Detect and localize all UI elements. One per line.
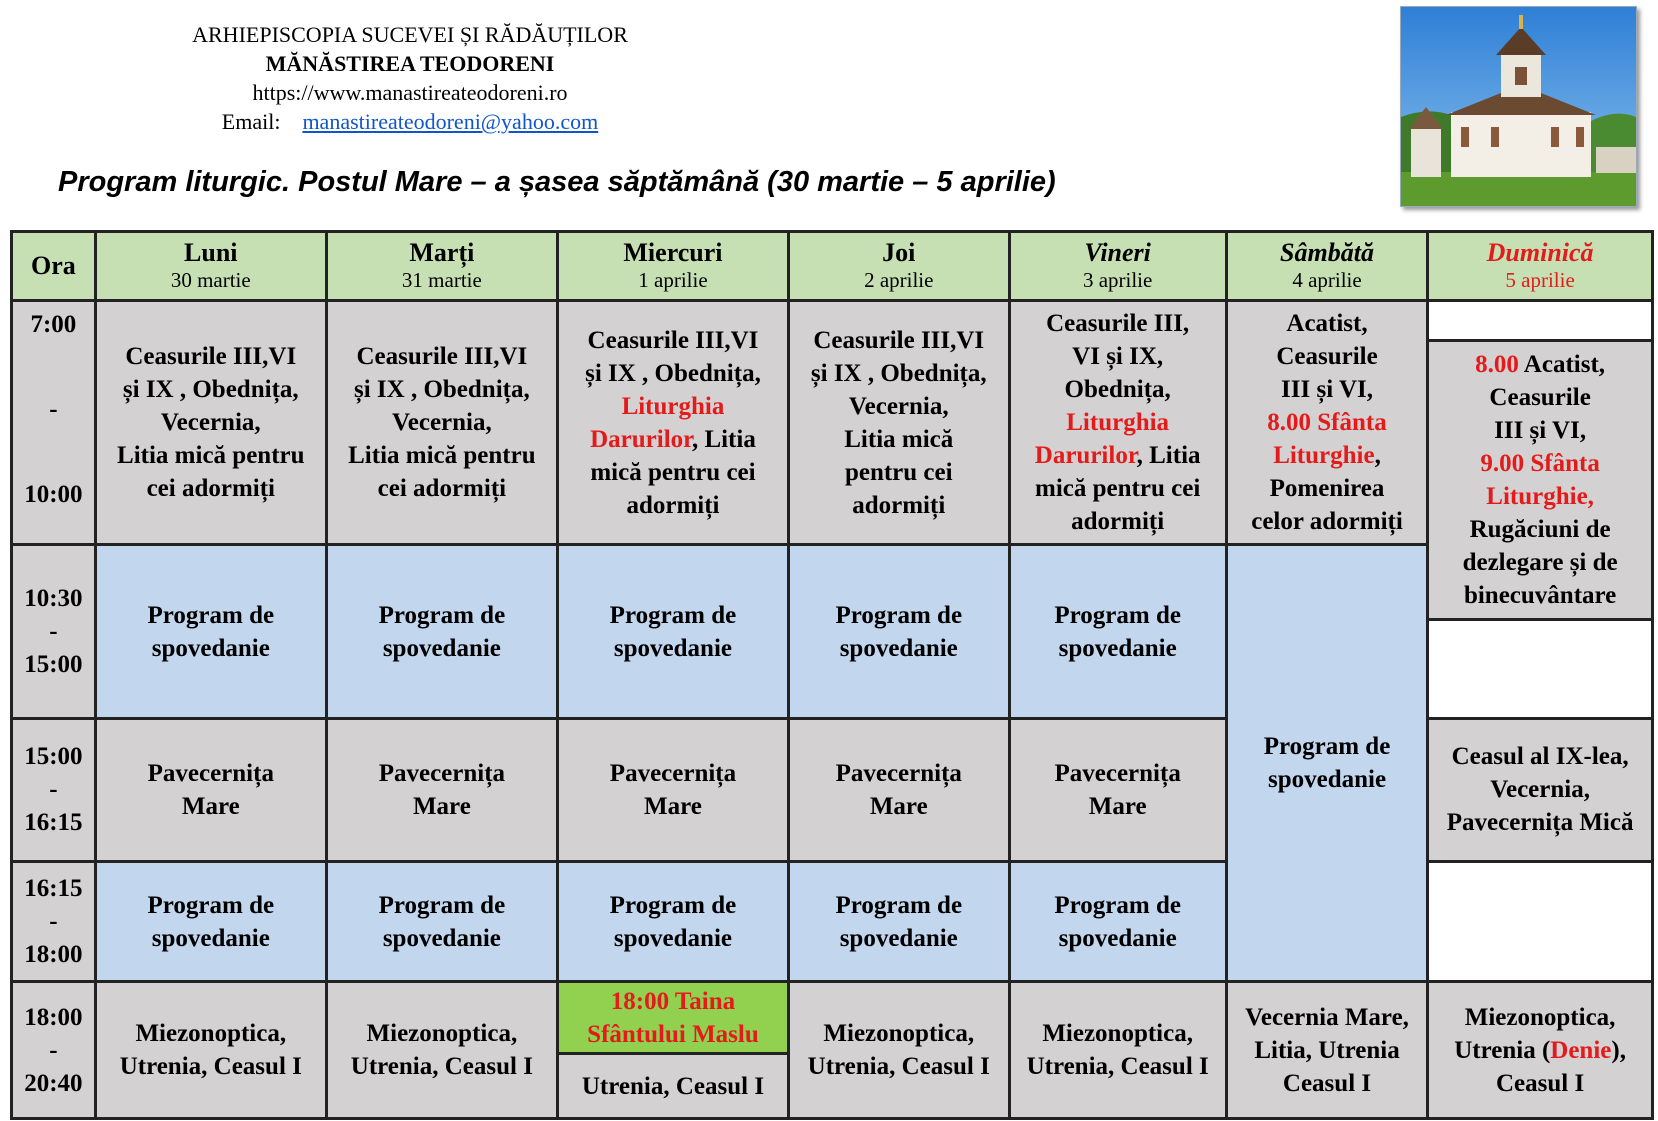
monastery-name: MĂNĂSTIREA TEODORENI <box>265 51 555 76</box>
schedule-cell: Program de spovedanie <box>1226 545 1427 982</box>
page-title: Program liturgic. Postul Mare – a șasea săptămână (30 martie – 5 aprilie) <box>58 166 1056 198</box>
schedule-cell: Ceasurile III,VI și IX , Obednița, Liturghia Darurilor, Litia mică pentru cei adormiți <box>557 301 788 545</box>
liturgical-schedule-table <box>10 230 1654 1120</box>
time-cell: 16:15 - 18:00 <box>12 861 96 981</box>
table-row <box>12 545 1653 619</box>
schedule-cell: Program de spovedanie <box>557 861 788 981</box>
email-link[interactable]: manastireateodoreni@yahoo.com <box>302 109 599 134</box>
letterhead <box>160 20 660 136</box>
time-cell: 7:00 - 10:00 <box>12 301 96 545</box>
day-header-luni: Luni 30 martie <box>95 232 326 301</box>
schedule-cell: Vecernia Mare, Litia, Utrenia Ceasul I <box>1226 982 1427 1119</box>
header-row <box>12 232 1653 301</box>
schedule-cell: 8.00 Acatist, Ceasurile III și VI, 9.00 Sfânta Liturghie, Rugăciuni de dezlegare și de binecuvântare <box>1428 340 1653 619</box>
website-url[interactable]: https://www.manastireateodoreni.ro <box>252 80 568 105</box>
schedule-cell: Utrenia, Ceasul I <box>557 1054 788 1119</box>
schedule-cell: Miezonoptica, Utrenia, Ceasul I <box>1009 982 1226 1119</box>
time-cell: 15:00 - 16:15 <box>12 718 96 861</box>
schedule-cell: Program de spovedanie <box>557 545 788 718</box>
church-image <box>1401 7 1636 206</box>
schedule-cell: Program de spovedanie <box>326 861 557 981</box>
table-row <box>12 301 1653 341</box>
ora-header: Ora <box>12 232 96 301</box>
time-cell: 10:30 - 15:00 <box>12 545 96 718</box>
schedule-cell: Miezonoptica, Utrenia (Denie), Ceasul I <box>1428 982 1653 1119</box>
schedule-cell: Program de spovedanie <box>1009 545 1226 718</box>
maslu-cell: 18:00 Taina Sfântului Maslu <box>557 982 788 1054</box>
schedule-cell: Ceasurile III, VI și IX, Obednița, Liturghia Darurilor, Litia mică pentru cei adormiți <box>1009 301 1226 545</box>
schedule-cell: Pavecernița Mare <box>95 718 326 861</box>
schedule-cell: Miezonoptica, Utrenia, Ceasul I <box>95 982 326 1119</box>
schedule-cell: Pavecernița Mare <box>789 718 1009 861</box>
schedule-cell: Ceasurile III,VI și IX , Obednița, Vecernia, Litia mică pentru cei adormiți <box>95 301 326 545</box>
schedule-cell: Program de spovedanie <box>95 861 326 981</box>
schedule-cell: Miezonoptica, Utrenia, Ceasul I <box>789 982 1009 1119</box>
day-header-duminica: Duminică 5 aprilie <box>1428 232 1653 301</box>
schedule-cell: Program de spovedanie <box>95 545 326 718</box>
schedule-cell: Miezonoptica, Utrenia, Ceasul I <box>326 982 557 1119</box>
day-header-miercuri: Miercuri 1 aprilie <box>557 232 788 301</box>
schedule-cell: Pavecernița Mare <box>1009 718 1226 861</box>
day-header-vineri: Vineri 3 aprilie <box>1009 232 1226 301</box>
schedule-cell: Program de spovedanie <box>789 861 1009 981</box>
day-header-joi: Joi 2 aprilie <box>789 232 1009 301</box>
time-cell: 18:00 - 20:40 <box>12 982 96 1119</box>
schedule-cell: Program de spovedanie <box>1009 861 1226 981</box>
schedule-cell: Acatist, Ceasurile III și VI, 8.00 Sfânta Liturghie, Pomenirea celor adormiți <box>1226 301 1427 545</box>
monastery-photo <box>1400 6 1637 207</box>
schedule-cell: Ceasul al IX-lea, Vecernia, Pavecernița Mică <box>1428 718 1653 861</box>
archdiocese-name: ARHIEPISCOPIA SUCEVEI ȘI RĂDĂUȚILOR <box>192 22 628 47</box>
email-line <box>160 107 660 136</box>
schedule-cell: Pavecernița Mare <box>326 718 557 861</box>
schedule-cell: Ceasurile III,VI și IX , Obednița, Vecernia, Litia mică pentru cei adormiți <box>326 301 557 545</box>
table-row <box>12 982 1653 1054</box>
empty-cell <box>1428 619 1653 718</box>
day-header-marti: Marți 31 martie <box>326 232 557 301</box>
schedule-cell: Pavecernița Mare <box>557 718 788 861</box>
schedule-cell: Ceasurile III,VI și IX , Obednița, Vecernia, Litia mică pentru cei adormiți <box>789 301 1009 545</box>
schedule-cell: Program de spovedanie <box>789 545 1009 718</box>
empty-cell <box>1428 301 1653 341</box>
empty-cell <box>1428 861 1653 981</box>
email-label: Email: <box>221 109 281 134</box>
day-header-sambata: Sâmbătă 4 aprilie <box>1226 232 1427 301</box>
schedule-cell: Program de spovedanie <box>326 545 557 718</box>
